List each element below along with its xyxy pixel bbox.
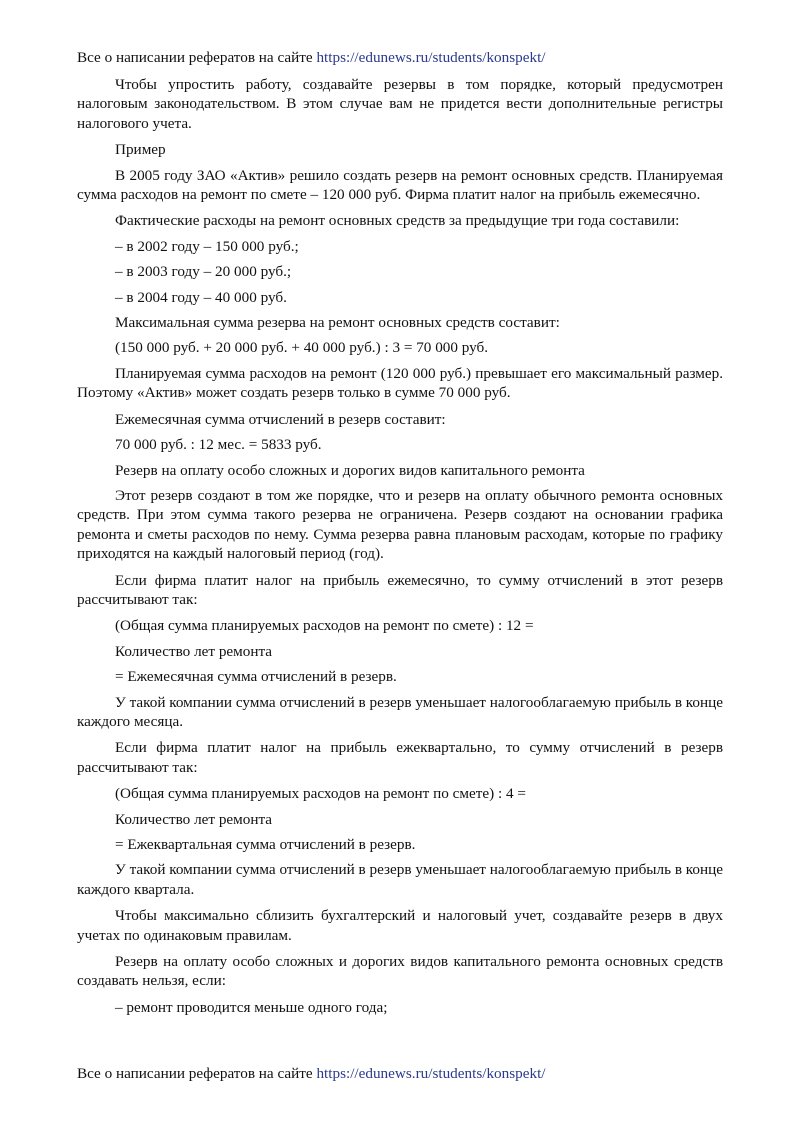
paragraph: У такой компании сумма отчислений в резерв уменьшает налогооблагаемую прибыль в конце каждого квартала. (77, 861, 723, 898)
paragraph: Если фирма платит налог на прибыль ежемесячно, то сумму отчислений в этот резерв рассчитывают так: (77, 571, 723, 608)
header-prefix: Все о написании рефератов на сайте (77, 49, 313, 66)
document-body (77, 75, 723, 1023)
paragraph: Чтобы максимально сблизить бухгалтерский и налоговый учет, создавайте резерв в двух учетах по одинаковым правилам. (77, 907, 723, 944)
list-item: – в 2004 году – 40 000 руб. (115, 288, 287, 306)
list-item: – в 2002 году – 150 000 руб.; (115, 237, 299, 255)
paragraph: Чтобы упростить работу, создавайте резервы в том порядке, который предусмотрен налоговым законодательством. В этом случае вам не придется вести дополнительные регистры налогового учета. (77, 76, 723, 132)
page-footer (77, 1064, 727, 1084)
paragraph: Ежемесячная сумма отчислений в резерв составит: (115, 410, 446, 428)
list-item: – ремонт проводится меньше одного года; (115, 998, 388, 1016)
formula: 70 000 руб. : 12 мес. = 5833 руб. (115, 436, 322, 454)
formula: = Ежеквартальная сумма отчислений в резерв. (115, 836, 416, 853)
paragraph: Резерв на оплату особо сложных и дорогих видов капитального ремонта основных средств создавать нельзя, если: (77, 953, 723, 990)
formula: (150 000 руб. + 20 000 руб. + 40 000 руб.) : 3 = 70 000 руб. (115, 339, 489, 357)
header-link[interactable]: https://edunews.ru/students/konspekt/ (316, 49, 546, 66)
paragraph: Максимальная сумма резерва на ремонт основных средств составит: (115, 314, 560, 332)
paragraph: Если фирма платит налог на прибыль ежеквартально, то сумму отчислений в резерв рассчитывают так: (77, 739, 723, 776)
formula: Количество лет ремонта (115, 642, 273, 660)
list-item: – в 2003 году – 20 000 руб.; (115, 263, 292, 281)
formula: Количество лет ремонта (115, 810, 273, 828)
example-heading: Пример (115, 141, 166, 159)
paragraph: Планируемая сумма расходов на ремонт (120 000 руб.) превышает его максимальный размер. Поэтому «Актив» может создать резерв только в сумме 70 000 руб. (77, 364, 723, 402)
section-heading: Резерв на оплату особо сложных и дорогих видов капитального ремонта (115, 461, 585, 479)
page-header (77, 48, 727, 68)
footer-prefix: Все о написании рефератов на сайте (77, 1065, 313, 1082)
paragraph: У такой компании сумма отчислений в резерв уменьшает налогооблагаемую прибыль в конце каждого месяца. (77, 693, 723, 730)
paragraph: Фактические расходы на ремонт основных средств за предыдущие три года составили: (115, 212, 680, 230)
formula: (Общая сумма планируемых расходов на ремонт по смете) : 4 = (115, 785, 526, 803)
footer-link[interactable]: https://edunews.ru/students/konspekt/ (316, 1065, 546, 1082)
paragraph: Этот резерв создают в том же порядке, что и резерв на оплату обычного ремонта основных средств. При этом сумма такого резерва не ограничена. Резерв создают на основании графика ремонта и сметы расходов по нему. Сумма резерва равна плановым расходам, которые по графику приходятся на каждый налоговый период (год). (77, 486, 723, 563)
paragraph: В 2005 году ЗАО «Актив» решило создать резерв на ремонт основных средств. Планируемая сумма расходов на ремонт по смете – 120 000 руб. Фирма платит налог на прибыль ежемесячно. (77, 166, 723, 204)
formula: = Ежемесячная сумма отчислений в резерв. (115, 668, 397, 686)
formula: (Общая сумма планируемых расходов на ремонт по смете) : 12 = (115, 617, 534, 635)
